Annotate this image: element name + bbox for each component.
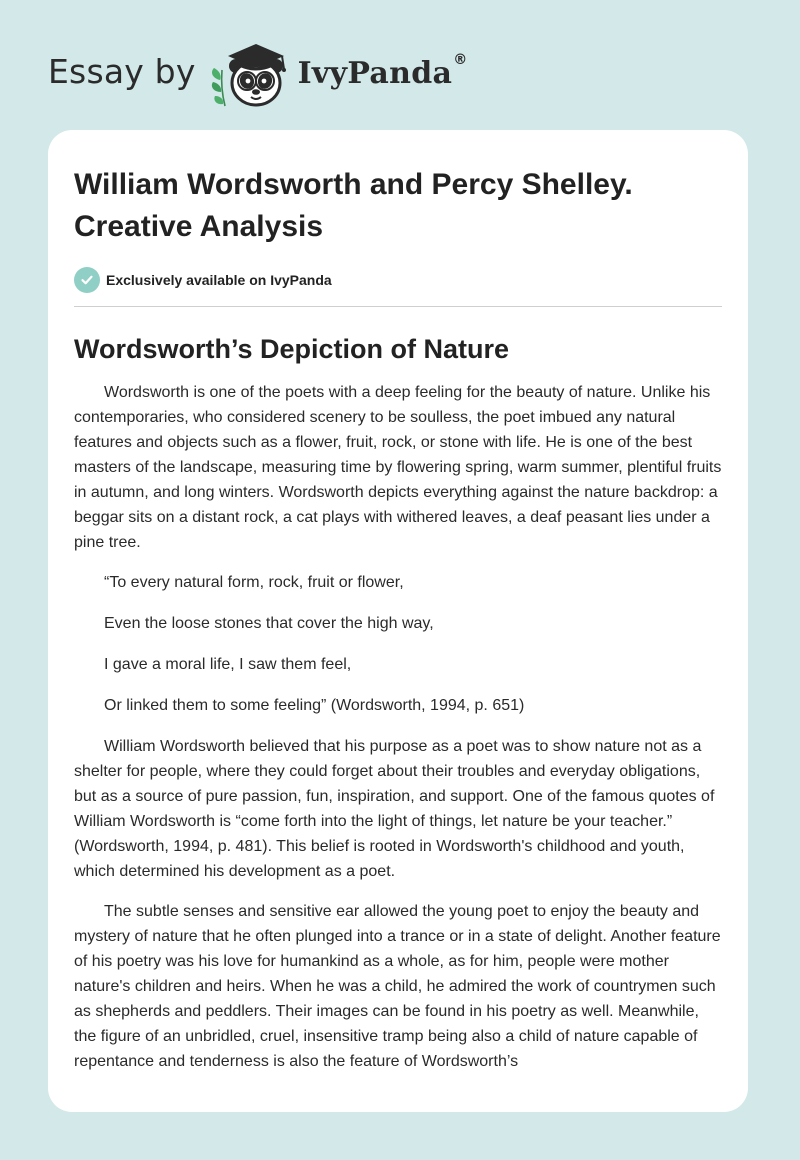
badge-text: Exclusively available on IvyPanda (106, 272, 332, 288)
paragraph: William Wordsworth believed that his purpose as a poet was to show nature not as a shelter for people, where they could forget about their troubles and everyday obligations, but as a source of pure passion, fun, inspiration, and support. One of the famous quotes of William Wordsworth is “come forth into the light of things, let nature be your teacher.” (Wordsworth, 1994, p. 481). This belief is rooted in Wordsworth's childhood and youth, which determined his development as a poet. (74, 738, 715, 880)
essay-by-label: Essay by (48, 51, 196, 91)
verse-line: I gave a moral life, I saw them feel, (104, 656, 352, 673)
article-body (74, 380, 722, 1074)
verse-line: Even the loose stones that cover the high way, (104, 615, 434, 632)
section-heading: Wordsworth’s Depiction of Nature (74, 334, 510, 364)
paragraph: Wordsworth is one of the poets with a deep feeling for the beauty of nature. Unlike his contemporaries, who considered scenery to be soulless, the poet imbued any natural features and objects such as a flower, fruit, rock, or stone with life. He is one of the best masters of the landscape, measuring time by flowering spring, warm summer, plentiful fruits in autumn, and long winters. Wordsworth depicts everything against the nature backdrop: a beggar sits on a distant rock, a cat plays with withered leaves, a deaf peasant lies under a pine tree. (74, 384, 722, 551)
site-header (48, 36, 468, 112)
verse-line: Or linked them to some feeling” (Wordsworth, 1994, p. 651) (104, 697, 525, 714)
panda-graduate-icon (206, 36, 294, 112)
paragraph: The subtle senses and sensitive ear allowed the young poet to enjoy the beauty and mystery of nature that he often plunged into a trance or in a state of delight. Another feature of his poetry was his love for humankind as a whole, as for him, people were mother nature's children and heirs. When he was a child, he admired the work of countrymen such as shepherds and peddlers. Their images can be found in his poetry as well. Meanwhile, the figure of an unbridled, cruel, insensitive tramp being also a child of nature capable of repentance and tenderness is also the feature of Wordsworth’s (74, 903, 721, 1070)
check-circle-icon (74, 267, 100, 293)
ivypanda-logo[interactable] (206, 36, 468, 112)
article-title: William Wordsworth and Percy Shelley. Creative Analysis (74, 168, 633, 243)
ivy-leaf-icon (211, 68, 224, 106)
verse-line: “To every natural form, rock, fruit or flower, (104, 574, 404, 591)
brand-name: IvyPanda® (297, 51, 468, 91)
exclusive-badge (74, 266, 722, 294)
article-card (48, 130, 748, 1112)
